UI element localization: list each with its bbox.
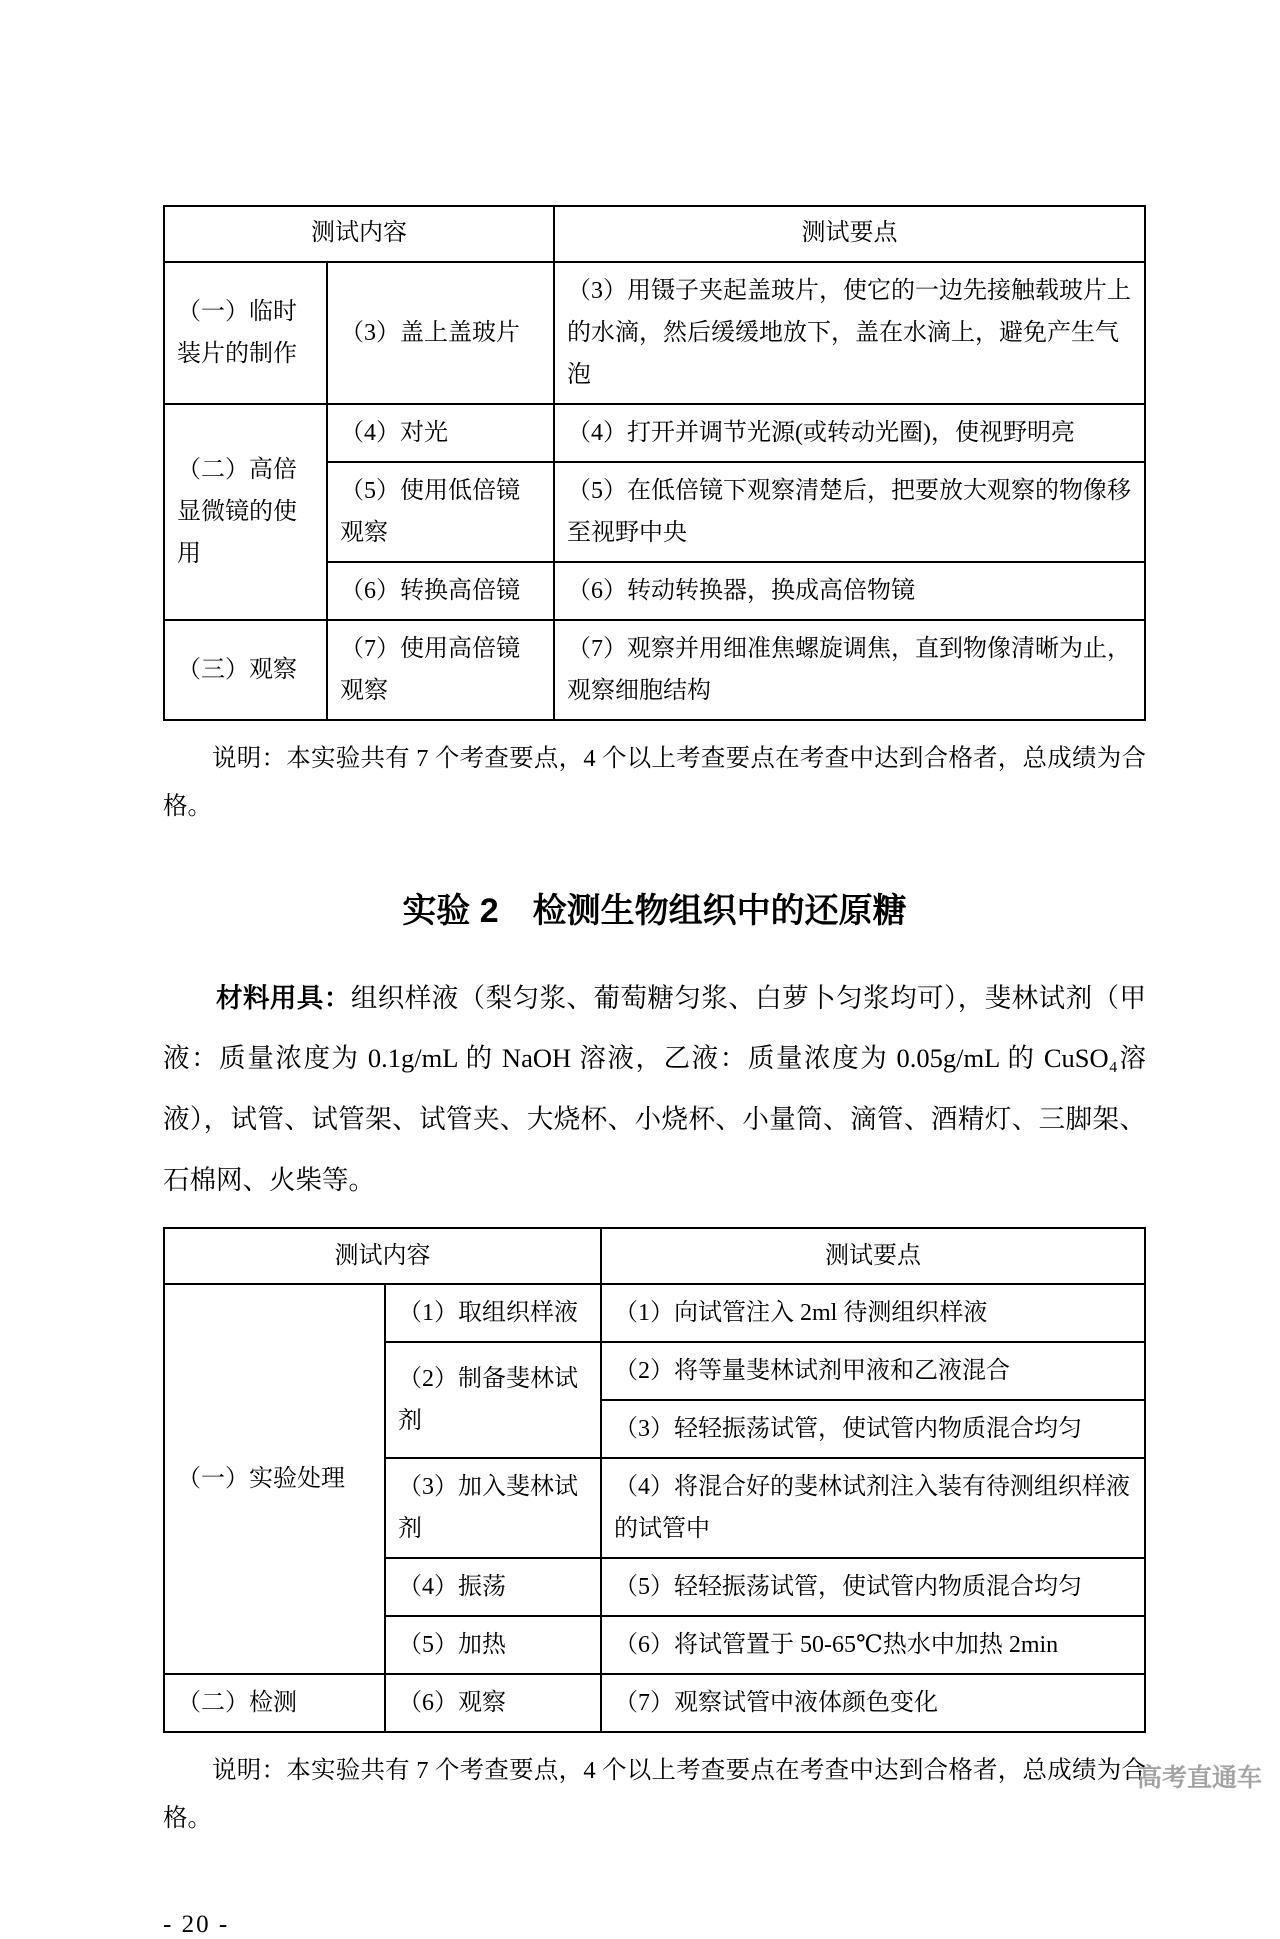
- group-cell: （一）实验处理: [164, 1284, 385, 1674]
- table-experiment-2: [163, 1227, 1146, 1733]
- table-row: [164, 1284, 1145, 1342]
- table-row: [164, 1674, 1145, 1732]
- group-cell: （三）观察: [164, 620, 327, 720]
- group-cell: （一）临时装片的制作: [164, 262, 327, 404]
- detail-cell: （4）打开并调节光源(或转动光圈)，使视野明亮: [554, 404, 1145, 462]
- step-cell: （6）观察: [385, 1674, 601, 1732]
- step-cell: （2）制备斐林试剂: [385, 1342, 601, 1458]
- step-cell: （1）取组织样液: [385, 1284, 601, 1342]
- table1-note: 说明：本实验共有 7 个考查要点，4 个以上考查要点在考查中达到合格者，总成绩为合格。: [163, 745, 1146, 820]
- detail-cell: （3）轻轻振荡试管，使试管内物质混合均匀: [601, 1400, 1145, 1458]
- table-experiment-1: [163, 205, 1146, 721]
- section-title: 实验 2 检测生物组织中的还原糖: [402, 891, 907, 930]
- detail-cell: （1）向试管注入 2ml 待测组织样液: [601, 1284, 1145, 1342]
- table-row: [164, 262, 1145, 404]
- page-content: [163, 205, 1146, 1939]
- detail-cell: （7）观察试管中液体颜色变化: [601, 1674, 1145, 1732]
- group-cell: （二）高倍显微镜的使用: [164, 404, 327, 620]
- detail-cell: （7）观察并用细准焦螺旋调焦，直到物像清晰为止，观察细胞结构: [554, 620, 1145, 720]
- materials-label: 材料用具：: [216, 982, 351, 1013]
- table1-header-row: [164, 206, 1145, 262]
- table1-header-points: 测试要点: [554, 206, 1145, 262]
- step-cell: （3）加入斐林试剂: [385, 1458, 601, 1558]
- group-cell: （二）检测: [164, 1674, 385, 1732]
- table2-note: 说明：本实验共有 7 个考查要点，4 个以上考查要点在考查中达到合格者，总成绩为合格。: [163, 1757, 1146, 1833]
- page-number: - 20 -: [163, 1910, 230, 1938]
- detail-cell: （4）将混合好的斐林试剂注入装有待测组织样液的试管中: [601, 1458, 1145, 1558]
- table-row: [164, 404, 1145, 462]
- detail-cell: （6）将试管置于 50-65℃热水中加热 2min: [601, 1616, 1145, 1674]
- table-row: [164, 620, 1145, 720]
- step-cell: （3）盖上盖玻片: [327, 262, 554, 404]
- watermark: 高考直通车: [1136, 1764, 1262, 1792]
- materials-paragraph: [163, 968, 1146, 1212]
- detail-cell: （5）轻轻振荡试管，使试管内物质混合均匀: [601, 1558, 1145, 1616]
- step-cell: （5）使用低倍镜观察: [327, 462, 554, 562]
- step-cell: （7）使用高倍镜观察: [327, 620, 554, 720]
- detail-cell: （6）转动转换器，换成高倍物镜: [554, 562, 1145, 620]
- step-cell: （6）转换高倍镜: [327, 562, 554, 620]
- table2-header-content: 测试内容: [164, 1228, 601, 1284]
- step-cell: （4）对光: [327, 404, 554, 462]
- detail-cell: （3）用镊子夹起盖玻片，使它的一边先接触载玻片上的水滴，然后缓缓地放下，盖在水滴上，避免产生气泡: [554, 262, 1145, 404]
- table2-header-row: [164, 1228, 1145, 1284]
- step-cell: （5）加热: [385, 1616, 601, 1674]
- detail-cell: （5）在低倍镜下观察清楚后，把要放大观察的物像移至视野中央: [554, 462, 1145, 562]
- table1-header-content: 测试内容: [164, 206, 554, 262]
- table2-header-points: 测试要点: [601, 1228, 1145, 1284]
- materials-text: 组织样液（梨匀浆、葡萄糖匀浆、白萝卜匀浆均可），斐林试剂（甲液：质量浓度为 0.1g/mL 的 NaOH 溶液，乙液：质量浓度为 0.05g/mL 的 CuSO₄溶液），试管、试管架、试管夹、大烧杯、小烧杯、小量筒、滴管、酒精灯、三脚架、石棉网、火柴等。: [163, 982, 1147, 1196]
- detail-cell: （2）将等量斐林试剂甲液和乙液混合: [601, 1342, 1145, 1400]
- step-cell: （4）振荡: [385, 1558, 601, 1616]
